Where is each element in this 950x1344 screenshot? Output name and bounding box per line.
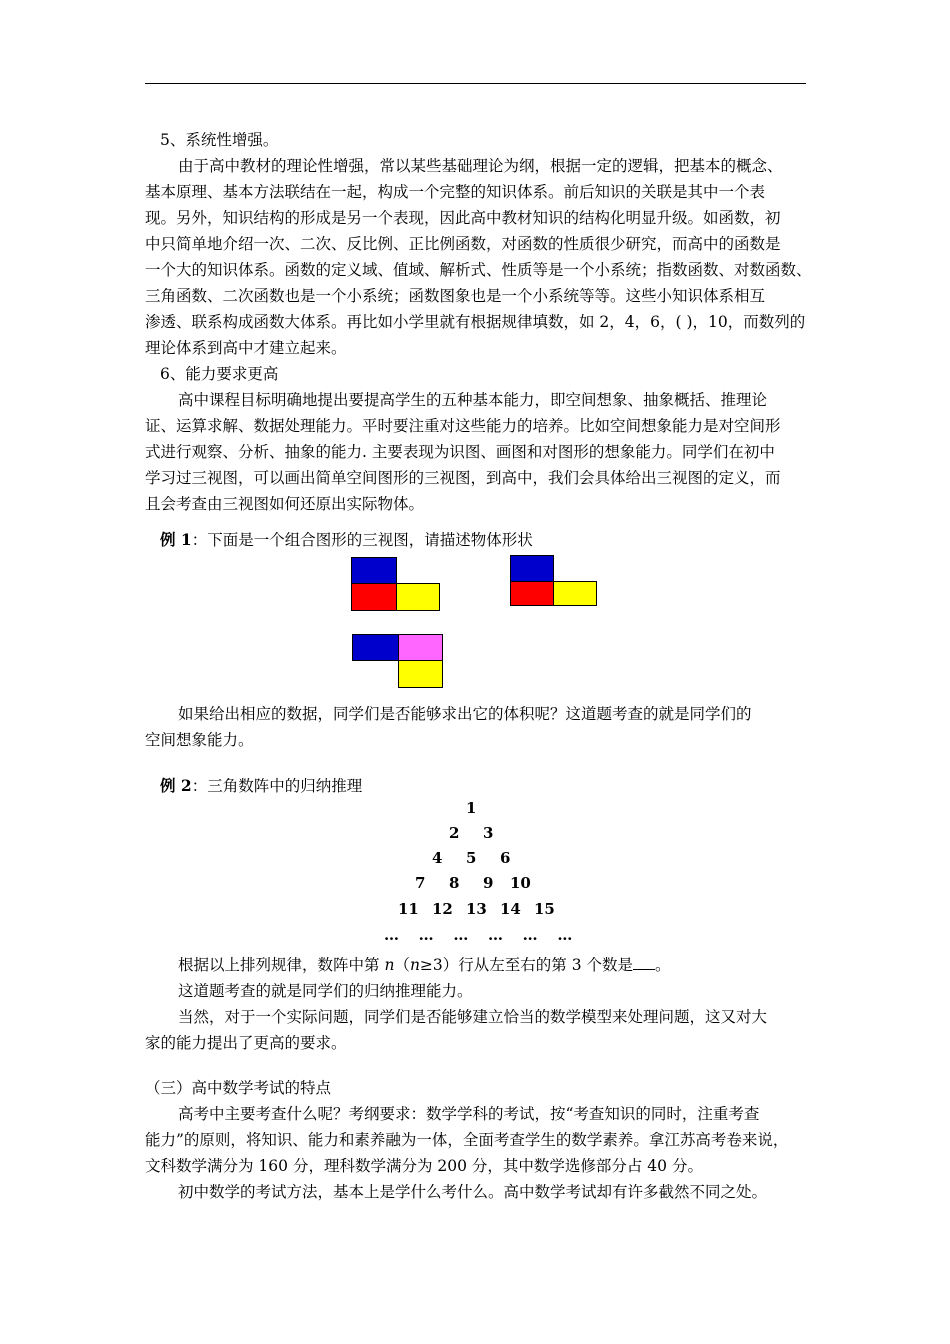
section6-line: 高中课程目标明确地提出要提高学生的五种基本能力，即空间想象、抽象概括、推理论 — [178, 391, 768, 409]
section5-line: 中只简单地介绍一次、二次、反比例、正比例函数，对函数的性质很少研究，而高中的函数是 — [145, 235, 781, 253]
question-prefix: 根据以上排列规律，数阵中第 — [178, 956, 385, 974]
triangle-number: 11 — [398, 900, 419, 918]
triangle-continuation-dots: … … … … … … — [384, 926, 574, 944]
front-view-top-block — [351, 557, 397, 584]
question-paren: （ — [394, 956, 410, 974]
triangle-number: 3 — [483, 824, 494, 842]
question-variable-n: n — [409, 956, 420, 974]
triangle-number: 5 — [466, 849, 477, 867]
triangle-number: 13 — [466, 900, 487, 918]
section3-line: 文科数学满分为 160 分，理科数学满分为 200 分，其中数学选修部分占 40 分。 — [145, 1157, 703, 1175]
section6-line: 式进行观察、分析、抽象的能力. 主要表现为识图、画图和对图形的想象能力。同学们在初中 — [145, 443, 775, 461]
triangle-number: 1 — [466, 799, 477, 817]
example1-after-line: 空间想象能力。 — [145, 731, 254, 749]
question-suffix: 。 — [655, 956, 671, 974]
section3-line: 初中数学的考试方法，基本上是学什么考什么。高中数学考试却有许多截然不同之处。 — [178, 1183, 768, 1201]
section5-line: 一个大的知识体系。函数的定义域、值域、解析式、性质等是一个小系统；指数函数、对数函数、 — [145, 261, 812, 279]
triangle-number: 6 — [500, 849, 511, 867]
example1-text: ：下面是一个组合图形的三视图，请描述物体形状 — [191, 531, 533, 549]
triangle-number: 15 — [534, 900, 555, 918]
example2-label: 例 2 — [160, 776, 192, 795]
section5-line: 由于高中教材的理论性增强，常以某些基础理论为纲，根据一定的逻辑，把基本的概念、 — [178, 157, 783, 175]
top-view-bottom-block — [398, 660, 443, 688]
example1-label: 例 1 — [160, 530, 192, 549]
triangle-number: 10 — [510, 874, 531, 892]
answer-blank — [633, 955, 655, 970]
example2-after-line: 家的能力提出了更高的要求。 — [145, 1034, 347, 1052]
example2-after-line: 这道题考查的就是同学们的归纳推理能力。 — [178, 982, 473, 1000]
example2-text: ：三角数阵中的归纳推理 — [191, 777, 363, 795]
section3-line: 能力”的原则，将知识、能力和素养融为一体，全面考查学生的数学素养。拿江苏高考卷来说， — [145, 1131, 789, 1149]
section5-line: 理论体系到高中才建立起来。 — [145, 339, 347, 357]
example1-prompt — [160, 530, 533, 550]
top-view-left-block — [352, 634, 399, 661]
side-view-bottom-left-block — [510, 581, 554, 606]
section5-line: 三角函数、二次函数也是一个小系统；函数图象也是一个小系统等等。这些小知识体系相互 — [145, 287, 766, 305]
question-variable-n: n — [384, 956, 395, 974]
side-view-top-block — [510, 555, 554, 582]
question-condition: ≥3）行从左至右的第 3 个数是 — [419, 956, 633, 974]
triangle-number: 12 — [432, 900, 453, 918]
example1-after-line: 如果给出相应的数据，同学们是否能够求出它的体积呢？这道题考查的就是同学们的 — [178, 705, 752, 723]
section6-line: 且会考查由三视图如何还原出实际物体。 — [145, 495, 425, 513]
top-view-right-block — [398, 634, 443, 661]
side-view-bottom-right-block — [553, 581, 597, 606]
section3-line: 高考中主要考查什么呢？考纲要求：数学学科的考试，按“考查知识的同时，注重考查 — [178, 1105, 760, 1123]
example2-after-line: 当然，对于一个实际问题，同学们是否能够建立恰当的数学模型来处理问题，这又对大 — [178, 1008, 768, 1026]
section6-heading: 6、能力要求更高 — [160, 365, 279, 383]
triangle-number: 14 — [500, 900, 521, 918]
front-view-bottom-right-block — [396, 583, 440, 611]
triangle-number: 4 — [432, 849, 443, 867]
section5-line: 现。另外，知识结构的形成是另一个表现，因此高中教材知识的结构化明显升级。如函数，初 — [145, 209, 781, 227]
section6-line: 证、运算求解、数据处理能力。平时要注重对这些能力的培养。比如空间想象能力是对空间形 — [145, 417, 781, 435]
header-rule — [145, 83, 806, 84]
example2-question — [178, 955, 671, 975]
example2-prompt — [160, 776, 362, 796]
section3-heading: （三）高中数学考试的特点 — [145, 1079, 332, 1097]
section5-line: 基本原理、基本方法联结在一起，构成一个完整的知识体系。前后知识的关联是其中一个表 — [145, 183, 766, 201]
section5-line: 渗透、联系构成函数大体系。再比如小学里就有根据规律填数，如 2，4，6，( )，10，而数列的 — [145, 313, 806, 331]
section6-line: 学习过三视图，可以画出简单空间图形的三视图，到高中，我们会具体给出三视图的定义，而 — [145, 469, 781, 487]
section5-heading: 5、系统性增强。 — [160, 131, 279, 149]
triangle-number: 7 — [415, 874, 426, 892]
triangle-number: 2 — [449, 824, 460, 842]
front-view-bottom-left-block — [351, 583, 397, 611]
triangle-number: 9 — [483, 874, 494, 892]
triangle-number: 8 — [449, 874, 460, 892]
